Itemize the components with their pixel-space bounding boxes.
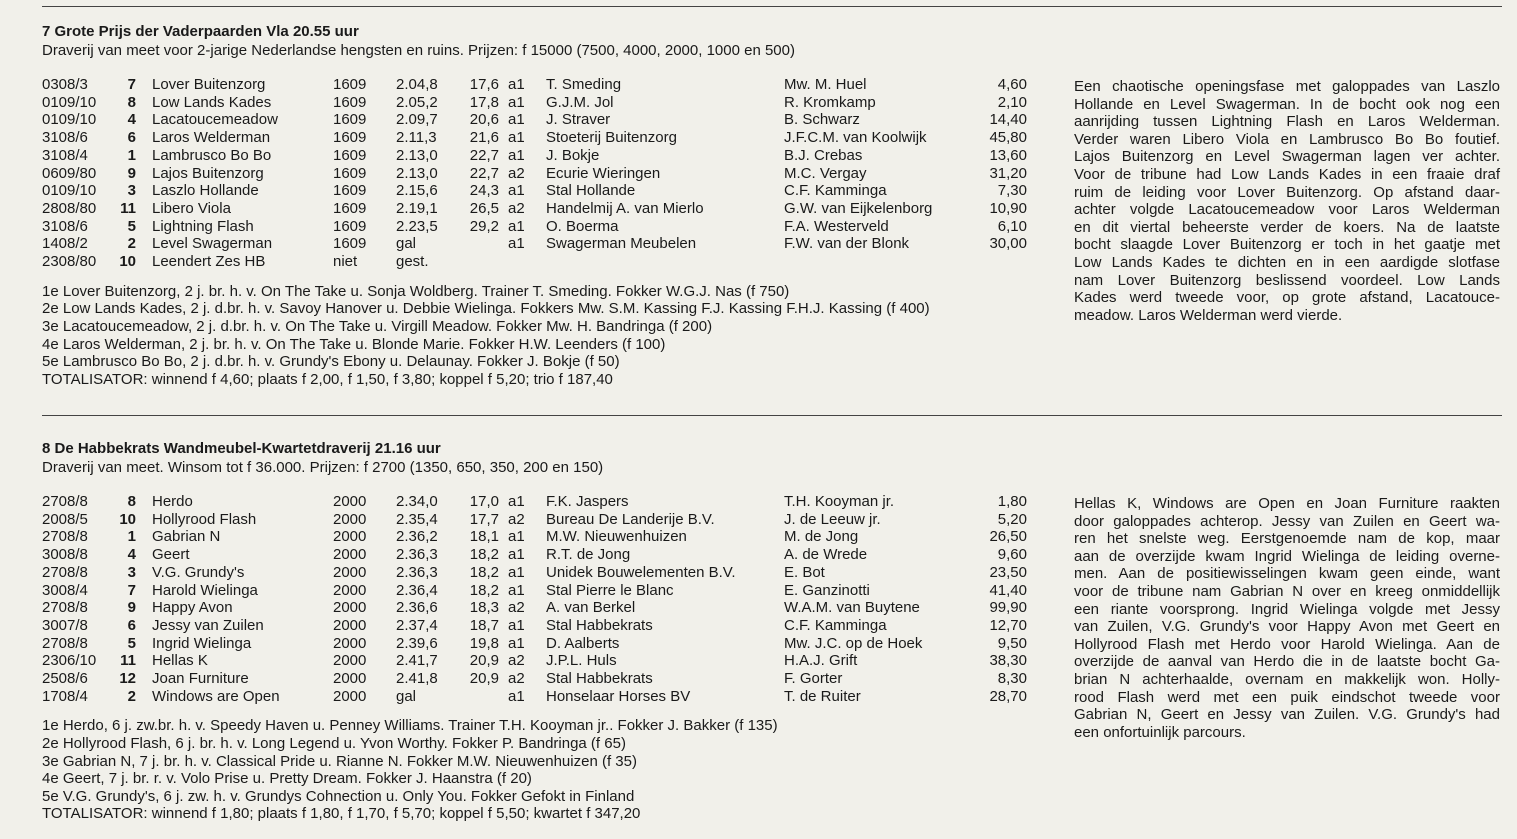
odds: 5,20: [997, 510, 1027, 528]
date: 0609/80: [42, 164, 97, 182]
report-line: een onfortuinlijk parcours.: [1074, 723, 1246, 741]
km-time: 18,3: [469, 599, 499, 617]
km-time: 18,7: [469, 616, 499, 634]
start-code: a1: [508, 235, 525, 253]
odds: 7,30: [997, 182, 1027, 200]
horse-name: Laszlo Hollande: [152, 182, 259, 200]
odds: 31,20: [989, 164, 1027, 182]
date: 3108/6: [42, 129, 88, 147]
date: 2708/8: [42, 493, 88, 510]
placing-line: 5e Lambrusco Bo Bo, 2 j. d.br. h. v. Grundy's Ebony u. Delaunay. Fokker J. Bokje (f 50): [42, 353, 620, 371]
time: 2.41,7: [396, 652, 438, 670]
date: 3108/4: [42, 146, 88, 164]
horse-name: Libero Viola: [152, 199, 231, 217]
time: 2.23,5: [396, 217, 438, 235]
driver: F.A. Westerveld: [784, 217, 889, 235]
km-time: 20,9: [469, 652, 499, 670]
km-time: 18,2: [469, 563, 499, 581]
date: 2306/10: [42, 652, 97, 670]
owner: Stal Habbekrats: [546, 616, 653, 634]
report-line: overzijde de aanval van Herdo die in de laatste bocht Ga-: [1074, 653, 1500, 671]
time: 2.39,6: [396, 634, 438, 652]
result-row: [0, 129, 1060, 147]
result-row: [0, 111, 1060, 129]
km-time: 18,2: [469, 546, 499, 564]
odds: 2,10: [997, 93, 1027, 111]
report-line: Kades werd tweede voor, op grote afstand, Lacatouce-: [1074, 289, 1500, 307]
km-time: 17,6: [469, 76, 499, 93]
number: 8: [127, 493, 136, 510]
driver: Mw. J.C. op de Hoek: [784, 634, 923, 652]
section-divider: [42, 415, 1502, 416]
start-code: a1: [508, 493, 525, 510]
horse-name: Lajos Buitenzorg: [152, 164, 264, 182]
horse-name: Hollyrood Flash: [152, 510, 257, 528]
driver: J. de Leeuw jr.: [784, 510, 881, 528]
owner: A. van Berkel: [546, 599, 636, 617]
date: 2708/8: [42, 634, 88, 652]
odds: 28,70: [989, 687, 1027, 705]
number: 10: [119, 253, 136, 270]
number: 7: [127, 76, 136, 93]
owner: Stal Hollande: [546, 182, 636, 200]
km-time: 29,2: [469, 217, 499, 235]
horse-name: Gabrian N: [152, 528, 221, 546]
horse-name: Jessy van Zuilen: [152, 616, 264, 634]
odds: 26,50: [989, 528, 1027, 546]
report-line: aan de overzijde kwam Ingrid Wielinga de leiding overne-: [1074, 547, 1500, 565]
report-line: rood Flash werd met een puik eindschot tweede voor: [1074, 688, 1500, 706]
odds: 38,30: [989, 652, 1027, 670]
totalisator-line: TOTALISATOR: winnend f 1,80; plaats f 1,80, f 1,70, f 5,70; koppel f 5,50; kwartet f 347,20: [42, 805, 641, 823]
placing-line: 3e Lacatoucemeadow, 2 j. d.br. h. v. On The Take u. Virgill Meadow. Fokker Mw. H. Bandringa (f 200): [42, 317, 713, 335]
horse-name: Joan Furniture: [152, 670, 249, 687]
distance: 2000: [333, 634, 367, 652]
report-line: Hollande en Level Swagerman. In de bocht ook nog een: [1074, 95, 1500, 113]
horse-name: Low Lands Kades: [152, 93, 272, 111]
start-code: a2: [508, 510, 525, 528]
owner: J.P.L. Huls: [546, 652, 617, 670]
report-line: nam Lover Buitenzorg beslissend voordeel. Low Lands: [1074, 271, 1500, 289]
report-line: Low Lands Kades te dichten en in een aardigde slotfase: [1074, 253, 1500, 271]
placing-line: 3e Gabrian N, 7 j. br. h. v. Classical Pride u. Rianne N. Fokker M.W. Nieuwenhuizen (f 35): [42, 752, 637, 770]
placing-line: 5e V.G. Grundy's, 6 j. zw. h. v. Grundys Cohnection u. Only You. Fokker Gefokt in Finland: [42, 787, 635, 805]
placing-line: 4e Laros Welderman, 2 j. br. h. v. On The Take u. Blonde Marie. Fokker H.W. Leenders (f 100): [42, 335, 666, 353]
result-row: [0, 617, 1060, 635]
km-time: 26,5: [469, 199, 499, 217]
report-line: aanrijding tussen Lightning Flash en Laros Welderman.: [1074, 113, 1500, 131]
result-row: [0, 182, 1060, 200]
start-code: a1: [508, 616, 525, 634]
placing-line: 1e Herdo, 6 j. zw.br. h. v. Speedy Haven u. Penney Williams. Trainer T.H. Kooyman jr.. Fokker J. Bakker (f 135): [42, 717, 778, 735]
race-title: 8 De Habbekrats Wandmeubel-Kwartetdraverij 21.16 uur: [42, 440, 441, 457]
km-time: 18,2: [469, 581, 499, 599]
owner: Stal Pierre le Blanc: [546, 581, 674, 599]
time: 2.13,0: [396, 164, 438, 182]
km-time: 24,3: [469, 182, 499, 200]
result-row: [0, 235, 1060, 253]
date: 1408/2: [42, 235, 88, 253]
time: gal: [396, 687, 417, 705]
date: 2708/8: [42, 599, 88, 617]
distance: 1609: [333, 76, 367, 93]
distance: 1609: [333, 129, 367, 147]
odds: 1,80: [997, 493, 1027, 510]
owner: Swagerman Meubelen: [546, 235, 697, 253]
date: 0308/3: [42, 76, 88, 93]
start-code: a2: [508, 164, 525, 182]
owner: D. Aalberts: [546, 634, 620, 652]
placing-line: 1e Lover Buitenzorg, 2 j. br. h. v. On The Take u. Sonja Woldberg. Trainer T. Smeding. Fokker W.G.J. Nas (f 750): [42, 282, 790, 300]
distance: 1609: [333, 111, 367, 129]
result-row: [0, 528, 1060, 546]
report-line: van Zuilen, V.G. Grundy's voor Happy Avon met Geert en: [1074, 618, 1500, 636]
odds: 10,90: [989, 199, 1027, 217]
start-code: a1: [508, 581, 525, 599]
date: 3108/6: [42, 217, 88, 235]
horse-name: Lover Buitenzorg: [152, 76, 266, 93]
result-row: [0, 670, 1060, 688]
driver: G.W. van Eijkelenborg: [784, 199, 933, 217]
number: 1: [127, 146, 136, 164]
driver: J.F.C.M. van Koolwijk: [784, 129, 927, 147]
result-row: [0, 165, 1060, 183]
driver: T.H. Kooyman jr.: [784, 493, 895, 510]
race-report: [1074, 495, 1500, 741]
start-code: a1: [508, 563, 525, 581]
start-code: a2: [508, 670, 525, 687]
start-code: a1: [508, 129, 525, 147]
report-line: een riante voorsprong. Ingrid Wielinga volgde met Jessy: [1074, 600, 1500, 618]
time: 2.15,6: [396, 182, 438, 200]
date: 3007/8: [42, 616, 88, 634]
result-row: [0, 94, 1060, 112]
distance: 2000: [333, 563, 367, 581]
number: 6: [127, 616, 136, 634]
horse-name: Level Swagerman: [152, 235, 273, 253]
start-code: a2: [508, 599, 525, 617]
report-line: Verder waren Libero Viola en Lambrusco Bo Bo foutief.: [1074, 130, 1500, 148]
number: 9: [127, 164, 136, 182]
result-row: [0, 582, 1060, 600]
result-row: [0, 652, 1060, 670]
horse-name: Lambrusco Bo Bo: [152, 146, 272, 164]
horse-name: Windows are Open: [152, 687, 280, 705]
owner: J. Straver: [546, 111, 611, 129]
horse-name: Harold Wielinga: [152, 581, 258, 599]
result-row: [0, 599, 1060, 617]
number: 10: [119, 510, 136, 528]
horse-name: Lightning Flash: [152, 217, 254, 235]
distance: 2000: [333, 510, 367, 528]
start-code: a1: [508, 217, 525, 235]
race-report: [1074, 78, 1500, 324]
result-row: [0, 635, 1060, 653]
placing-line: 2e Low Lands Kades, 2 j. d.br. h. v. Savoy Hanover u. Debbie Wielinga. Fokkers Mw. S.M. Kassing F.J. Kassing F.H.J. Kassing (f 400): [42, 300, 930, 318]
driver: C.F. Kamminga: [784, 182, 887, 200]
time: 2.13,0: [396, 146, 438, 164]
start-code: a1: [508, 76, 525, 93]
horse-name: Hellas K: [152, 652, 208, 670]
date: 3008/8: [42, 546, 88, 564]
odds: 12,70: [989, 616, 1027, 634]
driver: B. Schwarz: [784, 111, 860, 129]
time: 2.41,8: [396, 670, 438, 687]
report-line: achter volgde Lacatoucemeadow voor Laros Welderman: [1074, 201, 1500, 219]
start-code: a2: [508, 652, 525, 670]
distance: 2000: [333, 528, 367, 546]
number: 3: [127, 563, 136, 581]
odds: 41,40: [989, 581, 1027, 599]
km-time: 18,1: [469, 528, 499, 546]
time: 2.34,0: [396, 493, 438, 510]
report-line: Een chaotische openingsfase met galoppades van Laszlo: [1074, 78, 1500, 95]
date: 3008/4: [42, 581, 88, 599]
number: 1: [127, 528, 136, 546]
odds: 45,80: [989, 129, 1027, 147]
km-time: 17,8: [469, 93, 499, 111]
number: 11: [120, 199, 136, 217]
owner: F.K. Jaspers: [546, 493, 629, 510]
start-code: a1: [508, 111, 525, 129]
driver: C.F. Kamminga: [784, 616, 887, 634]
date: 2708/8: [42, 563, 88, 581]
owner: Unidek Bouwelementen B.V.: [546, 563, 736, 581]
number: 2: [127, 235, 136, 253]
driver: E. Ganzinotti: [784, 581, 870, 599]
number: 7: [127, 581, 136, 599]
horse-name: Ingrid Wielinga: [152, 634, 252, 652]
distance: 1609: [333, 199, 367, 217]
start-code: a1: [508, 687, 525, 705]
owner: G.J.M. Jol: [546, 93, 614, 111]
driver: M.C. Vergay: [784, 164, 867, 182]
odds: 23,50: [989, 563, 1027, 581]
time: 2.05,2: [396, 93, 438, 111]
number: 8: [127, 93, 136, 111]
km-time: 21,6: [469, 129, 499, 147]
km-time: 20,9: [469, 670, 499, 687]
date: 2508/6: [42, 670, 88, 687]
start-code: a1: [508, 146, 525, 164]
time: 2.11,3: [396, 129, 437, 147]
km-time: 17,0: [469, 493, 499, 510]
owner: Honselaar Horses BV: [546, 687, 691, 705]
report-line: Gabrian N, Geert en Jessy van Zuilen. V.G. Grundy's had: [1074, 706, 1500, 724]
race-title: 7 Grote Prijs der Vaderpaarden Vla 20.55 uur: [42, 23, 359, 40]
start-code: a2: [508, 199, 525, 217]
time: 2.36,3: [396, 546, 438, 564]
report-line: voor de tribune nam Gabrian N over en kreeg onmiddellijk: [1074, 582, 1500, 600]
report-line: ruim de leiding voor Lover Buitenzorg. Op afstand daar-: [1074, 183, 1500, 201]
totalisator-line: TOTALISATOR: winnend f 4,60; plaats f 2,00, f 1,50, f 3,80; koppel f 5,20; trio f 187,40: [42, 370, 613, 388]
owner: Bureau De Landerije B.V.: [546, 510, 715, 528]
km-time: 19,8: [469, 634, 499, 652]
distance: 2000: [333, 652, 367, 670]
report-line: Hollyrood Flash met Herdo voor Harold Wielinga. Aan de: [1074, 635, 1500, 653]
distance: 2000: [333, 493, 367, 510]
distance: 2000: [333, 581, 367, 599]
date: 2008/5: [42, 510, 88, 528]
placing-line: 2e Hollyrood Flash, 6 j. br. h. v. Long Legend u. Yvon Worthy. Fokker P. Bandringa (f 65): [42, 735, 626, 752]
number: 9: [127, 599, 136, 617]
horse-name: Leendert Zes HB: [152, 253, 266, 270]
result-row: [0, 511, 1060, 529]
horse-name: V.G. Grundy's: [152, 563, 245, 581]
result-row: [0, 688, 1060, 706]
number: 4: [127, 111, 136, 129]
distance: 1609: [333, 235, 367, 253]
time: 2.09,7: [396, 111, 438, 129]
time: gest.: [396, 253, 429, 270]
driver: A. de Wrede: [784, 546, 868, 564]
time: 2.36,3: [396, 563, 438, 581]
distance: 1609: [333, 146, 367, 164]
driver: F. Gorter: [784, 670, 843, 687]
odds: 8,30: [997, 670, 1027, 687]
owner: Stoeterij Buitenzorg: [546, 129, 677, 147]
placing-line: 4e Geert, 7 j. br. r. v. Volo Prise u. Pretty Dream. Fokker J. Haanstra (f 20): [42, 770, 532, 788]
distance: niet: [333, 253, 358, 270]
time: 2.19,1: [396, 199, 438, 217]
result-row: [0, 76, 1060, 94]
owner: T. Smeding: [546, 76, 622, 93]
report-line: Voor de tribune had Low Lands Kades in een fraaie draf: [1074, 165, 1500, 183]
driver: Mw. M. Huel: [784, 76, 867, 93]
driver: W.A.M. van Buytene: [784, 599, 920, 617]
odds: 99,90: [989, 599, 1027, 617]
distance: 2000: [333, 616, 367, 634]
distance: 1609: [333, 217, 367, 235]
number: 6: [127, 129, 136, 147]
date: 0109/10: [42, 93, 97, 111]
km-time: 22,7: [469, 164, 499, 182]
odds: 9,50: [997, 634, 1027, 652]
horse-name: Happy Avon: [152, 599, 233, 617]
start-code: a1: [508, 528, 525, 546]
distance: 2000: [333, 599, 367, 617]
horse-name: Lacatoucemeadow: [152, 111, 278, 129]
driver: T. de Ruiter: [784, 687, 861, 705]
report-line: men. Aan de positiewisselingen kwam geen einde, want: [1074, 565, 1500, 583]
time: 2.04,8: [396, 76, 438, 93]
driver: M. de Jong: [784, 528, 859, 546]
time: 2.36,2: [396, 528, 438, 546]
report-line: brian N achterhaalde, overnam en makkelijk won. Holly-: [1074, 670, 1500, 688]
time: 2.36,6: [396, 599, 438, 617]
odds: 13,60: [989, 146, 1027, 164]
start-code: a1: [508, 182, 525, 200]
km-time: 22,7: [469, 146, 499, 164]
number: 12: [119, 670, 136, 687]
distance: 1609: [333, 182, 367, 200]
result-row: [0, 546, 1060, 564]
driver: H.A.J. Grift: [784, 652, 858, 670]
start-code: a1: [508, 546, 525, 564]
distance: 1609: [333, 93, 367, 111]
distance: 2000: [333, 670, 367, 687]
time: 2.36,4: [396, 581, 438, 599]
number: 5: [127, 634, 136, 652]
odds: 30,00: [989, 235, 1027, 253]
odds: 14,40: [989, 111, 1027, 129]
report-line: Hellas K, Windows are Open en Joan Furniture raakten: [1074, 495, 1500, 512]
result-row: [0, 564, 1060, 582]
number: 3: [127, 182, 136, 200]
owner: R.T. de Jong: [546, 546, 631, 564]
date: 0109/10: [42, 182, 97, 200]
owner: Ecurie Wieringen: [546, 164, 661, 182]
date: 1708/4: [42, 687, 88, 705]
result-row: [0, 493, 1060, 511]
time: 2.35,4: [396, 510, 438, 528]
start-code: a1: [508, 634, 525, 652]
odds: 4,60: [997, 76, 1027, 93]
owner: M.W. Nieuwenhuizen: [546, 528, 687, 546]
top-rule: [42, 6, 1502, 7]
report-line: door galoppades achterop. Jessy van Zuilen en Geert wa-: [1074, 512, 1500, 530]
distance: 1609: [333, 164, 367, 182]
report-line: Lajos Buitenzorg en Level Swagerman lagen ver achter.: [1074, 148, 1500, 166]
odds: 9,60: [997, 546, 1027, 564]
result-row: [0, 200, 1060, 218]
report-line: en dit viertal beheerste verder de koers. Na de laatste: [1074, 218, 1500, 236]
start-code: a1: [508, 93, 525, 111]
report-line: ren het snelste weg. Eerstgenoemde nam de kop, maar: [1074, 530, 1500, 548]
distance: 2000: [333, 687, 367, 705]
number: 4: [127, 546, 136, 564]
time: 2.37,4: [396, 616, 438, 634]
driver: E. Bot: [784, 563, 825, 581]
driver: B.J. Crebas: [784, 146, 863, 164]
driver: F.W. van der Blonk: [784, 235, 910, 253]
km-time: 17,7: [469, 510, 499, 528]
number: 2: [127, 687, 136, 705]
driver: R. Kromkamp: [784, 93, 876, 111]
date: 2808/80: [42, 199, 97, 217]
number: 11: [120, 652, 136, 670]
report-line: bocht slaagde Lover Buitenzorg er toch in het gaatje met: [1074, 236, 1500, 254]
number: 5: [127, 217, 136, 235]
date: 0109/10: [42, 111, 97, 129]
owner: Handelmij A. van Mierlo: [546, 199, 704, 217]
owner: Stal Habbekrats: [546, 670, 653, 687]
horse-name: Herdo: [152, 493, 193, 510]
horse-name: Geert: [152, 546, 190, 564]
km-time: 20,6: [469, 111, 499, 129]
distance: 2000: [333, 546, 367, 564]
odds: 6,10: [997, 217, 1027, 235]
result-row: [0, 253, 1060, 271]
owner: O. Boerma: [546, 217, 619, 235]
result-row: [0, 218, 1060, 236]
result-row: [0, 147, 1060, 165]
race-subtitle: Draverij van meet voor 2-jarige Nederlandse hengsten en ruins. Prijzen: f 15000 (7500, 4000, 2000, 1000 en 500): [42, 42, 795, 59]
date: 2708/8: [42, 528, 88, 546]
report-line: meadow. Laros Welderman werd vierde.: [1074, 306, 1343, 324]
race-subtitle: Draverij van meet. Winsom tot f 36.000. Prijzen: f 2700 (1350, 650, 350, 200 en 150): [42, 459, 604, 476]
horse-name: Laros Welderman: [152, 129, 271, 147]
owner: J. Bokje: [546, 146, 600, 164]
time: gal: [396, 235, 417, 253]
date: 2308/80: [42, 253, 97, 270]
